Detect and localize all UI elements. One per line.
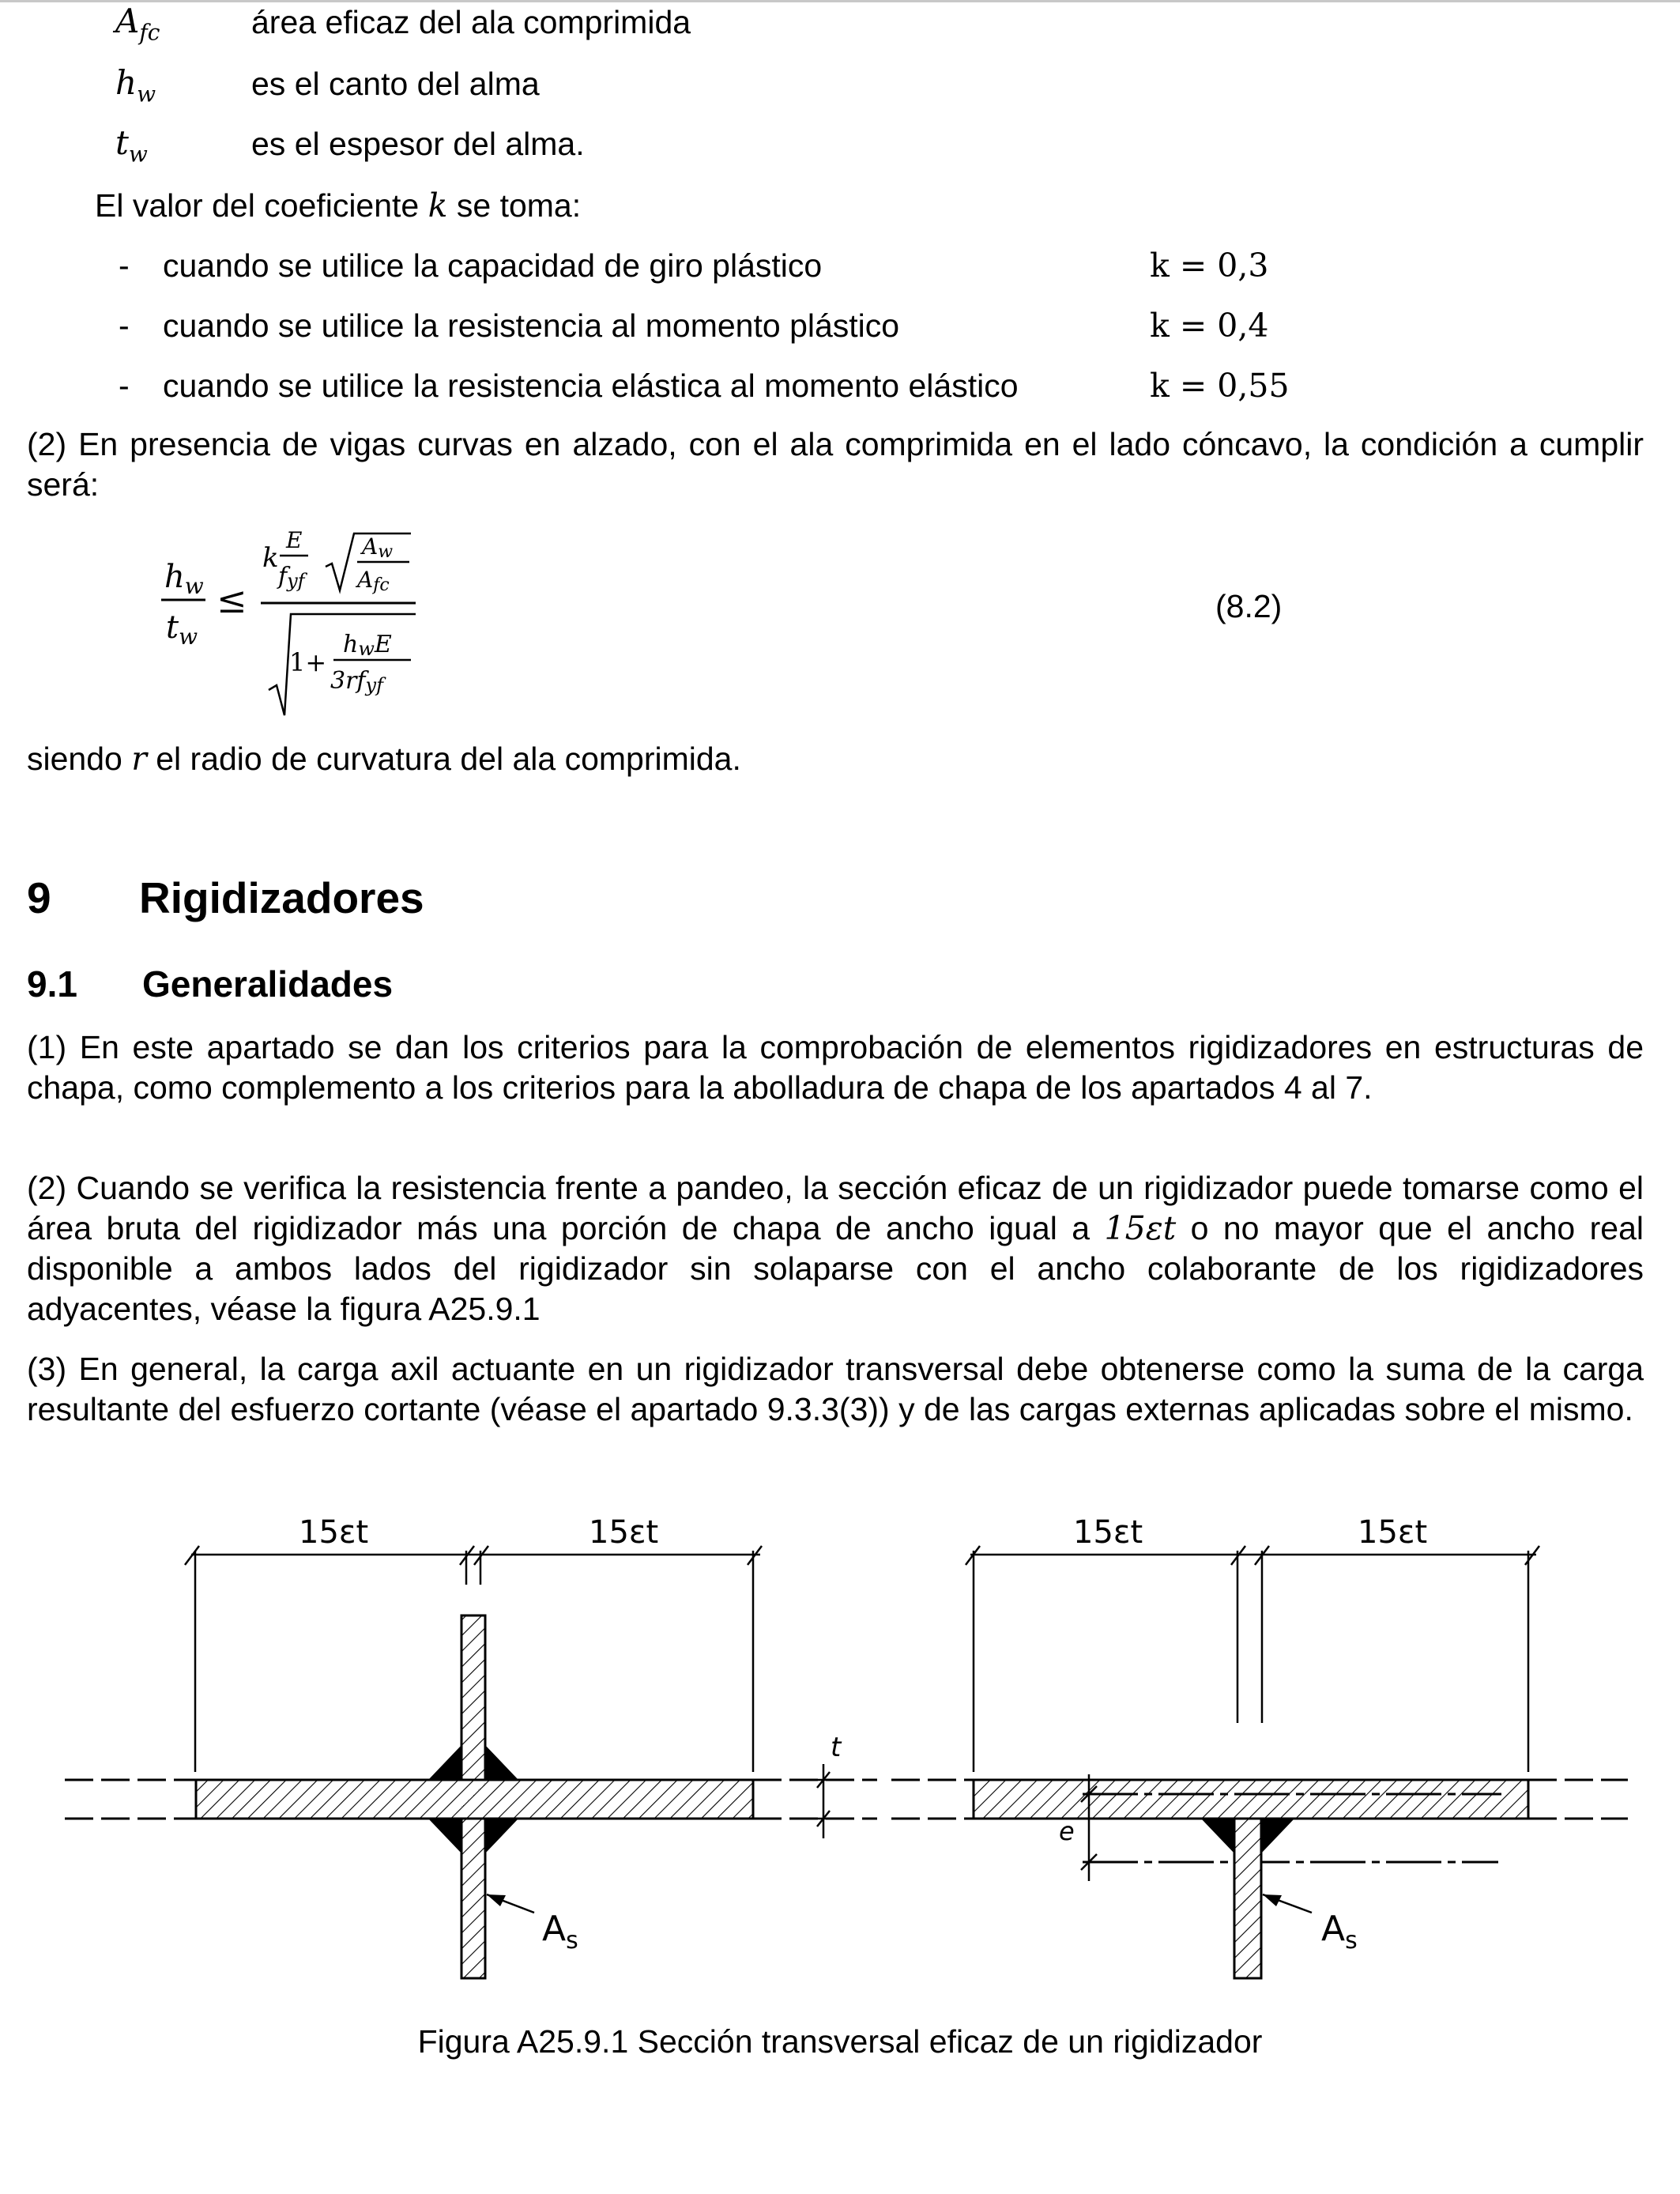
stiffener-upper xyxy=(461,1615,485,1780)
eq-Afc: Afc xyxy=(357,567,390,595)
k-case-value: k = 0,3 xyxy=(1150,247,1269,285)
radius-note: siendo r el radio de curvatura del ala comprimida. xyxy=(27,740,741,778)
eq-relation: ≤ xyxy=(217,579,247,621)
eq-one-plus: 1+ xyxy=(289,647,327,677)
eq-lhs-denominator: $t_w$ xyxy=(166,609,198,650)
eq-Aw: Aw xyxy=(362,533,394,562)
weld xyxy=(1261,1819,1294,1853)
equation-number: (8.2) xyxy=(1215,588,1283,624)
left-stiffener-drawing xyxy=(65,1546,877,1978)
symbol-afc: $A_{fc}$ xyxy=(115,2,160,46)
stiffener-lower xyxy=(461,1819,485,1978)
k-case-dash: - xyxy=(119,247,130,284)
k-case-dash: - xyxy=(119,368,130,404)
weld xyxy=(428,1819,461,1853)
area-label-as: $A_s$ xyxy=(1321,1909,1358,1955)
paragraph-2: (2) Cuando se verifica la resistencia frente a pandeo, la sección eficaz de un rigidizador puede tomarse como el área bruta del rigidizador más una porción de chapa de ancho igual a 15εt o no mayor que el ancho real disponible a ambos lados del rigidizador sin solaparse con el ancho colaborante de los rigidizadores adyacentes, véase la figura A25.9.1 xyxy=(27,1170,1644,1327)
symbol-tw-description: es el espesor del alma. xyxy=(251,126,585,162)
dimension-label-15et: 15εt xyxy=(1073,1514,1143,1551)
effective-plate-strip xyxy=(974,1780,1528,1819)
weld xyxy=(485,1819,518,1853)
stiffener xyxy=(1234,1819,1261,1978)
k-case-text: cuando se utilice la resistencia elástica al momento elástico xyxy=(163,368,1019,404)
eq-hwE: hwE xyxy=(343,631,392,660)
section-number: 9 xyxy=(27,873,51,922)
eq-fyf: fyf xyxy=(278,563,305,592)
dimension-label-15et: 15εt xyxy=(1358,1514,1428,1551)
weld xyxy=(428,1745,461,1780)
weld xyxy=(485,1745,518,1780)
symbol-tw: $t_w$ xyxy=(115,123,148,168)
eccentricity-label: e xyxy=(1059,1816,1075,1846)
symbol-afc-description: área eficaz del ala comprimida xyxy=(251,4,691,40)
k-case-dash: - xyxy=(119,307,130,344)
figure-stiffener-section xyxy=(0,1486,1680,2007)
subsection-title: Generalidades xyxy=(142,963,394,1005)
paragraph-curved-beams: (2) En presencia de vigas curvas en alzado, con el ala comprimida en el lado cóncavo, la condición a cumplir será: xyxy=(27,426,1644,503)
k-coefficient-intro: El valor del coeficiente k se toma: xyxy=(95,187,582,224)
k-case-value: k = 0,4 xyxy=(1150,307,1269,345)
area-label-as: $A_s$ xyxy=(542,1909,578,1955)
k-case-text: cuando se utilice la capacidad de giro plástico xyxy=(163,247,823,284)
thickness-dimension xyxy=(812,1764,830,1838)
weld xyxy=(1201,1819,1234,1853)
eq-E: E xyxy=(286,527,303,553)
k-case-text: cuando se utilice la resistencia al momento plástico xyxy=(163,307,900,344)
eq-k: k xyxy=(262,542,279,574)
symbol-hw-description: es el canto del alma xyxy=(251,66,540,102)
k-case-value: k = 0,55 xyxy=(1150,367,1290,405)
paragraph-3: (3) En general, la carga axil actuante en un rigidizador transversal debe obtenerse como la suma de la carga resultante del esfuerzo cortante (véase el apartado 9.3.3(3)) y de las cargas externas aplicadas sobre el mismo. xyxy=(27,1351,1644,1427)
effective-plate-strip xyxy=(196,1780,753,1819)
dimension-label-15et: 15εt xyxy=(299,1514,369,1551)
section-title: Rigidizadores xyxy=(139,873,424,922)
dimension-label-15et: 15εt xyxy=(589,1514,659,1551)
figure-caption: Figura A25.9.1 Sección transversal eficaz de un rigidizador xyxy=(417,2023,1263,2060)
equation-8-2 xyxy=(150,518,466,723)
subsection-number: 9.1 xyxy=(27,963,77,1005)
eq-lhs-numerator: $h_w$ xyxy=(164,559,204,599)
eq-3rfyf: 3rfyf xyxy=(330,667,383,696)
symbol-hw: $h_w$ xyxy=(115,63,156,107)
right-stiffener-drawing xyxy=(891,1546,1628,1978)
thickness-label: t xyxy=(831,1732,842,1763)
paragraph-1: (1) En este apartado se dan los criterios para la comprobación de elementos rigidizadores en estructuras de chapa, como complemento a los criterios para la abolladura de chapa de los apartados 4 al 7. xyxy=(27,1029,1644,1106)
